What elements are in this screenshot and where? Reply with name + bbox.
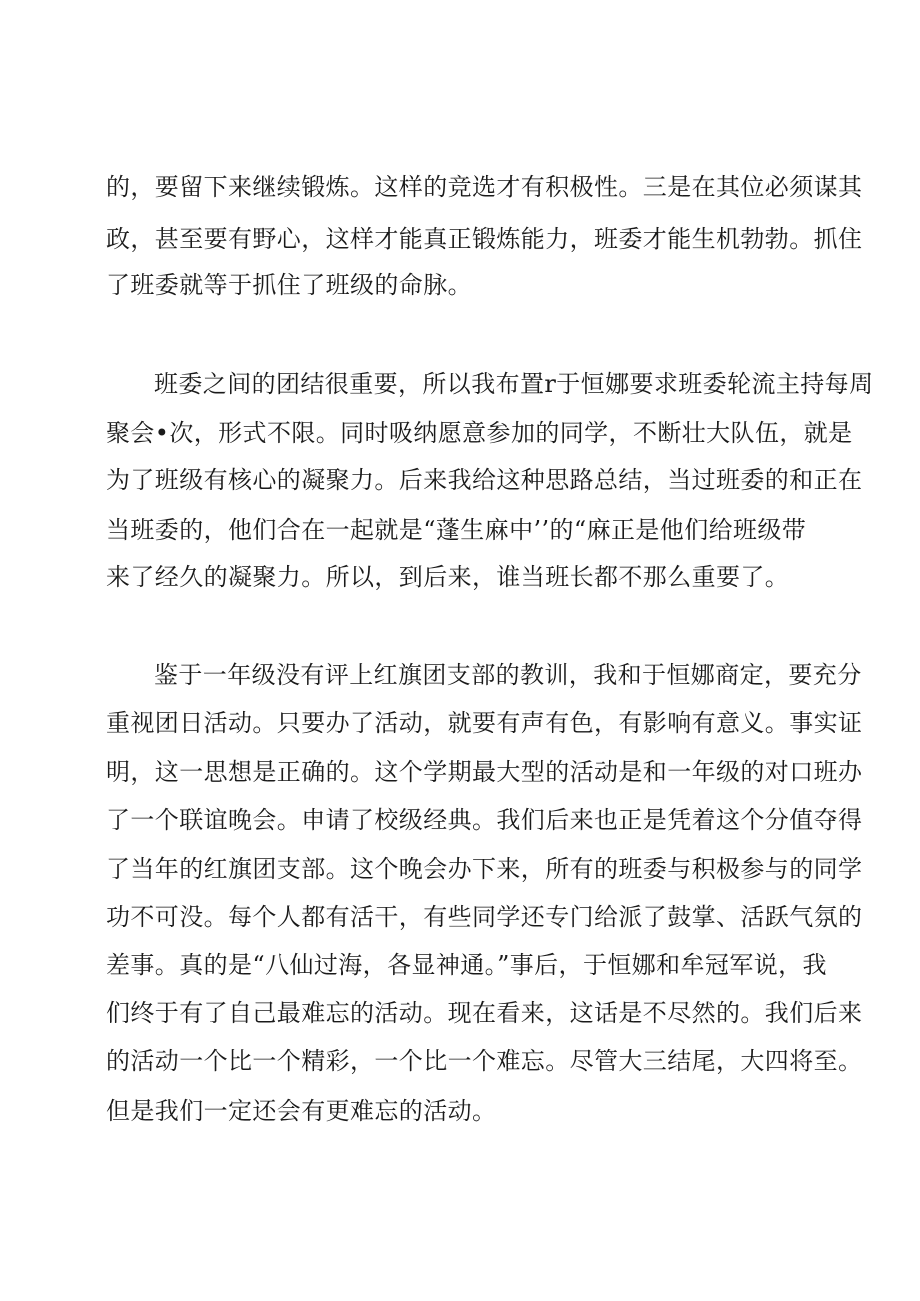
paragraph-line: 但是我们一定还会有更难忘的活动。: [106, 1097, 497, 1125]
paragraph-line: 的，要留下来继续锻炼。这样的竞选才有积极性。三是在其位必须谋其: [106, 173, 863, 201]
paragraph-line: 们终于有了自己最难忘的活动。现在看来，这话是不尽然的。我们后来: [106, 999, 863, 1027]
paragraph-line: 差事。真的是“八仙过海，各显神通。”事后，于恒娜和牟冠军说，我: [106, 951, 827, 979]
paragraph-line: 重视团日活动。只要办了活动，就要有声有色，有影响有意义。事实证: [106, 709, 863, 737]
paragraph-line: 当班委的，他们合在一起就是“蓬生麻中’’的“麻正是他们给班级带: [106, 516, 807, 544]
paragraph-line: 鉴于一年级没有评上红旗团支部的教训，我和于恒娜商定，要充分: [154, 661, 862, 689]
paragraph-line: 了班委就等于抓住了班级的命脉。: [106, 271, 472, 299]
paragraph-line: 明，这一思想是正确的。这个学期最大型的活动是和一年级的对口班办: [106, 758, 863, 786]
paragraph-line: 政，甚至要有野心，这样才能真正锻炼能力，班委才能生机勃勃。抓住: [106, 225, 863, 253]
paragraph-line: 的活动一个比一个精彩，一个比一个难忘。尽管大三结尾，大四将至。: [106, 1047, 863, 1075]
paragraph-line: 班委之间的团结很重要，所以我布置r于恒娜要求班委轮流主持每周: [154, 370, 874, 398]
paragraph-line: 来了经久的凝聚力。所以，到后来，谁当班长都不那么重要了。: [106, 563, 790, 591]
paragraph-line: 为了班级有核心的凝聚力。后来我给这种思路总结，当过班委的和正在: [106, 466, 863, 494]
paragraph-line: 了当年的红旗团支部。这个晚会办下来，所有的班委与积极参与的同学: [106, 855, 863, 883]
paragraph-line: 功不可没。每个人都有活干，有些同学还专门给派了鼓掌、活跃气氛的: [106, 903, 863, 931]
paragraph-line: 了一个联谊晚会。申请了校级经典。我们后来也正是凭着这个分值夺得: [106, 806, 863, 834]
paragraph-line: 聚会•次，形式不限。同时吸纳愿意参加的同学，不断壮大队伍，就是: [106, 419, 853, 447]
